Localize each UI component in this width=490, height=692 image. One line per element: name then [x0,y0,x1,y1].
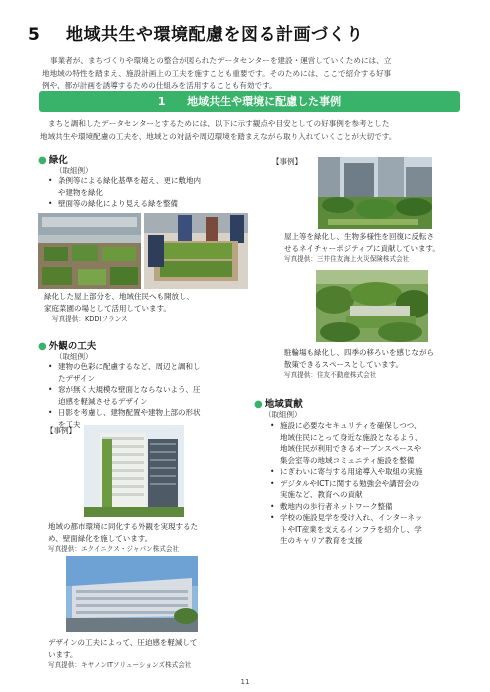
exterior-example2-caption [48,637,258,660]
community-heading-text: 地域貢献 [264,399,303,410]
list-item: • 施設に必要なセキュリティを確保しつつ、 地域住民にとって身近な施設となるよう、 地域住民が利用できるオープンスペースや 集会室等の地域コミュニティ施設を整備 [268,420,468,466]
greening-credit: 写真提供：KDDIフランス [52,315,128,323]
example1-credit: 写真提供：三井住友海上火災保険株式会社 [284,255,410,263]
lead-paragraph [40,118,460,143]
intro-line: 例や、都が計画を誘導するための仕組みを活用することも有効です。 [42,81,277,90]
exterior-example1-caption [48,521,258,544]
chapter-title: 地域共生や環境配慮を図る計画づくり [66,25,364,45]
exterior-heading [38,338,96,352]
greening-sub: （取組例） [55,166,93,175]
list-item: • 窓が無く大規模な壁面とならないよう、圧 迫感を軽減させるデザイン [46,384,246,407]
example2-caption [284,347,464,370]
bullet-dot-icon: ● [254,399,263,410]
list-item: • デジタルやICTに関する勉強会や講習会の 実施など、教育への貢献 [268,478,468,501]
greening-caption [44,291,254,314]
intro-paragraph [42,55,452,93]
list-item: • 条例等による緑化基準を超え、更に敷地内 や建物を緑化 [46,175,246,198]
wall-greening-building-photo [84,425,184,517]
exterior-list [46,361,246,430]
chapter-number: 5 [28,25,41,45]
community-sub: （取組例） [264,410,302,419]
caption-line: め、壁面緑化を施しています。 [48,533,153,543]
greening-heading-text: 緑化 [48,155,68,166]
example2-credit: 写真提供：住友不動産株式会社 [284,371,377,379]
section-title: 地域共生や環境に配慮した事例 [187,95,342,108]
caption-line: 駐輪場も緑化し、四季の移ろいを感じながら [284,348,434,357]
caption-line: せるネイチャーポジティブに貢献しています。 [284,243,440,253]
community-list [268,420,468,547]
exterior-example1-credit: 写真提供：エクイニクス・ジャパン株式会社 [48,545,180,553]
section-header [39,91,460,112]
glass-facade-building-photo [66,556,198,632]
example1-caption [284,231,464,254]
exterior-sub: （取組例） [55,352,93,361]
page-number: 11 [240,678,250,686]
list-item: • にぎわいに寄与する用途導入や取組の実施 [268,466,468,478]
example-tag: 【事例】 [272,157,302,166]
caption-line: 緑化した屋上部分を、地域住民へも開放し、 [44,292,194,301]
caption-line: デザインの工夫によって、圧迫感を軽減して [48,638,198,647]
exterior-heading-text: 外観の工夫 [48,341,97,352]
list-item: • 日影を考慮し、建物配置や建物上部の形状 を工夫 [46,407,246,430]
community-heading [254,396,303,410]
bullet-dot-icon: ● [38,341,47,352]
caption-line: 屋上等を緑化し、生物多様性を回復に反転さ [284,232,434,241]
list-item: • 学校の施設見学を受け入れ、インターネッ トやIT産業を支えるインフラを紹介し、学 生のキャリア教育を支援 [268,512,468,547]
lead-line: 地域共生や環境配慮の工夫を、地域との対話や周辺環境を踏まえながら取り入れていくことが大切です。 [40,131,397,141]
bullet-dot-icon: ● [38,155,47,166]
list-item: • 建物の色彩に配慮するなど、周辺と調和し たデザイン [46,361,246,384]
lead-line: まちと調和したデータセンターとするためには、以下に示す観点や目安としての好事例を参考とした [48,119,390,128]
exterior-example-tag: 【事例】 [46,426,76,435]
caption-line: います。 [48,649,78,659]
greening-list [46,175,246,210]
greening-heading [38,152,68,166]
list-item: • 壁面等の緑化により見える緑を整備 [46,198,246,210]
caption-line: 散策できるスペースとしています。 [284,359,404,369]
bicycle-parking-greening-photo [316,270,428,342]
caption-line: 家庭菜園の場として活用しています。 [44,303,171,313]
caption-line: 地域の都市環境に同化する外観を実現するた [48,522,198,531]
rooftop-garden-photo [38,213,248,289]
page-title [28,20,468,45]
rooftop-greening-photo [318,157,432,229]
exterior-example2-credit: 写真提供：キヤノンITソリューションズ株式会社 [48,661,192,669]
list-item: • 敷地内の歩行者ネットワーク整備 [268,501,468,513]
section-number: 1 [157,95,166,108]
intro-line: 事業者が、まちづくりや環境との整合が図られたデータセンターを建設・運営していくためには、立 [50,56,392,65]
intro-line: 地地域の特性を踏まえ、施設計画上の工夫を施すことも重要です。そのためには、ここで紹介する好事 [42,68,392,78]
